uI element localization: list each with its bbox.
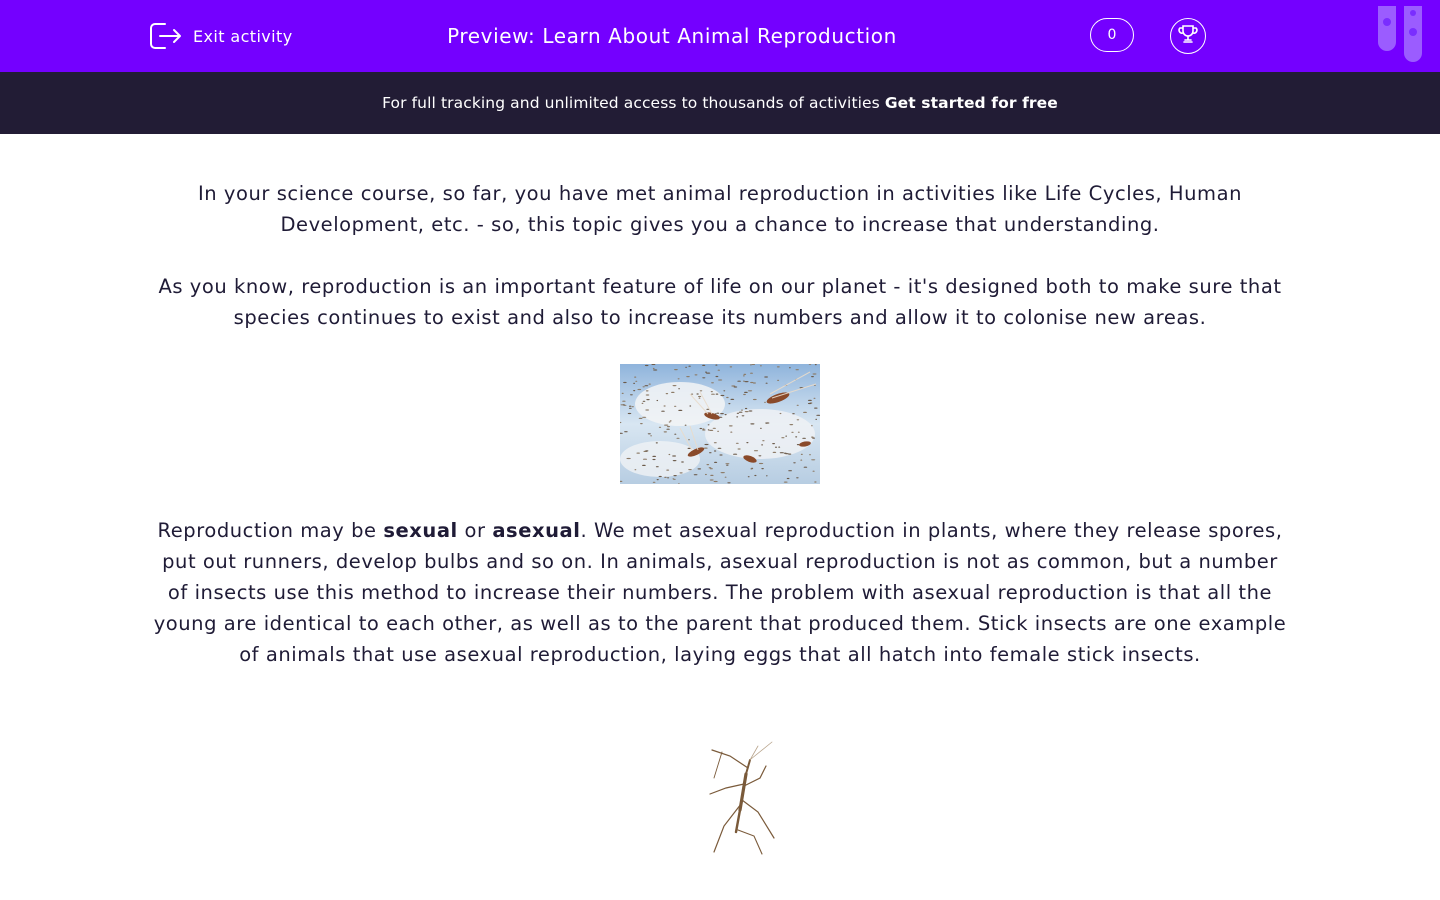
para3-middle: or bbox=[457, 519, 493, 542]
signup-banner bbox=[0, 72, 1440, 134]
top-bar bbox=[0, 0, 1440, 72]
term-sexual: sexual bbox=[383, 519, 458, 542]
para3-rest: . We met asexual reproduction in plants, where they release spores, put out runners, develop bulbs and so on. In animals, asexual reproduction is not as common, but a number of insects use this method to increase their numbers. The problem with asexual reproduction is that all the young are identical to each other, as well as to the parent that produced them. Stick insects are one example of animals that use asexual reproduction, laying eggs that all hatch into female stick insects. bbox=[153, 519, 1287, 666]
score-badge: 0 bbox=[1090, 18, 1134, 52]
locust-swarm-image bbox=[620, 364, 820, 484]
trophy-button[interactable] bbox=[1170, 18, 1206, 54]
get-started-link[interactable]: Get started for free bbox=[884, 94, 1058, 112]
trophy-icon bbox=[1176, 22, 1200, 50]
intro-paragraph: In your science course, so far, you have met animal reproduction in activities like Life Cycles, Human Development, etc. - so, this topic gives you a chance to increase that understanding. bbox=[197, 182, 1243, 236]
exit-label: Exit activity bbox=[193, 26, 293, 46]
asexual-paragraph bbox=[150, 515, 1290, 670]
reproduction-paragraph: As you know, reproduction is an important feature of life on our planet - it's designed both to make sure that species continues to exist and also to increase its numbers and allow it to colonise new areas. bbox=[158, 275, 1282, 329]
exit-activity-button[interactable] bbox=[149, 20, 293, 52]
para3-prefix: Reproduction may be bbox=[157, 519, 384, 542]
stick-insect-image bbox=[700, 738, 782, 860]
banner-text: For full tracking and unlimited access to thousands of activities bbox=[382, 94, 880, 112]
exit-icon bbox=[149, 21, 183, 51]
page-title: Preview: Learn About Animal Reproduction bbox=[447, 24, 897, 48]
term-asexual: asexual bbox=[492, 519, 581, 542]
